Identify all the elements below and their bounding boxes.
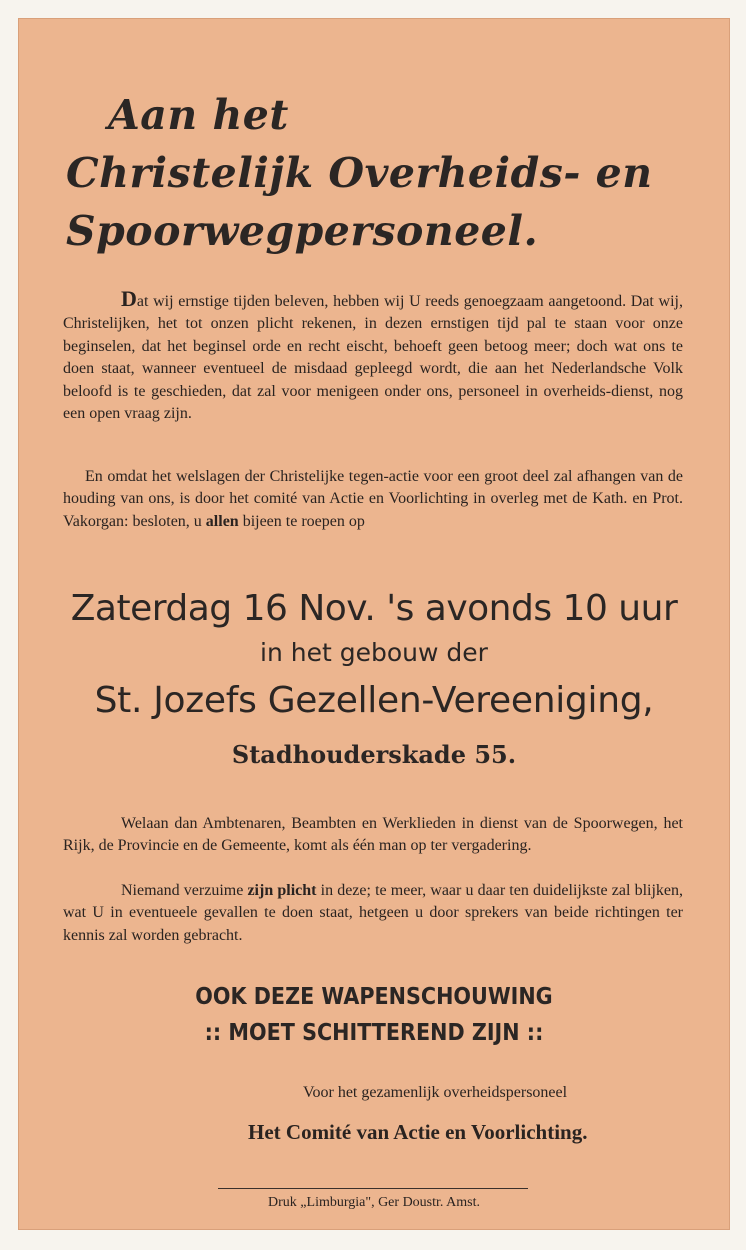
title-line-3: Spoorwegpersoneel. — [66, 207, 539, 255]
title-line-2: Christelijk Overheids- en — [66, 149, 653, 197]
signoff-for: Voor het gezamenlijk overheidspersoneel — [303, 1084, 568, 1101]
intro-paragraph-text: at wij ernstige tijden beleven, hebben wij U reeds genoegzaam aangetoond. Dat wij, Christelijken, het tot onzen plicht rekenen, in dezen ernstigen tijd pal te staan voor onze beginselen, dat het beginsel orde en recht eischt, behoeft geen betoog meer; doch wat ons te doen staat, wanneer eventueel de misdaad gepleegd wordt, die aan het Nederlandsche Volk beloofd is te geschieden, dat zal voor menigeen onder ons, personeel in overheids-dienst, nog een open vraag zijn. — [63, 293, 683, 423]
emphasis-allen: allen — [205, 512, 239, 530]
convocation-text-end: bijeen te roepen op — [242, 512, 365, 530]
slogan-line-1: OOK DEZE WAPENSCHOUWING — [195, 984, 553, 1010]
meeting-address: Stadhouderskade 55. — [231, 740, 517, 769]
duty-text-end: in deze; te meer, waar u daar ten duidelijkste zal blijken, wat U in eventueele gevallen te doen staat, hetgeen u door sprekers van beide richtingen ter kennis zal worden gebracht. — [63, 882, 684, 944]
title-line-1: Aan het — [108, 91, 289, 139]
printer-credit: Druk „Limburgia", Ger Doustr. Amst. — [268, 1195, 480, 1210]
meeting-date: Zaterdag 16 Nov. 's avonds 10 uur — [70, 588, 678, 629]
slogan-line-2: :: MOET SCHITTEREND ZIJN :: — [204, 1020, 544, 1046]
call-paragraph: Welaan dan Ambtenaren, Beambten en Werklieden in dienst van de Spoorwegen, het Rijk, de Provincie en de Gemeente, komt als één man op ter vergadering. — [63, 815, 683, 855]
poster-sheet — [18, 18, 730, 1230]
duty-text-start: Niemand verzuime — [121, 882, 244, 899]
drop-cap: D — [121, 286, 137, 311]
footer-divider — [218, 1188, 528, 1189]
committee-signature: Het Comité van Actie en Voorlichting. — [248, 1120, 588, 1144]
duty-paragraph — [63, 880, 683, 947]
convocation-text-start: En omdat het welslagen der Christelijke tegen-actie voor een groot deel zal afhangen van de houding van ons, is door het comité van Actie en Voorlichting in overleg met de Kath. en Prot. Vakorgan: besloten, u — [63, 468, 683, 530]
emphasis-zijn-plicht: zijn plicht — [247, 882, 317, 899]
poster-title — [66, 86, 653, 260]
intro-paragraph — [63, 288, 683, 425]
meeting-venue: St. Jozefs Gezellen-Vereeniging, — [94, 680, 654, 721]
meeting-building-intro: in het gebouw der — [260, 638, 488, 667]
convocation-paragraph — [63, 466, 683, 533]
